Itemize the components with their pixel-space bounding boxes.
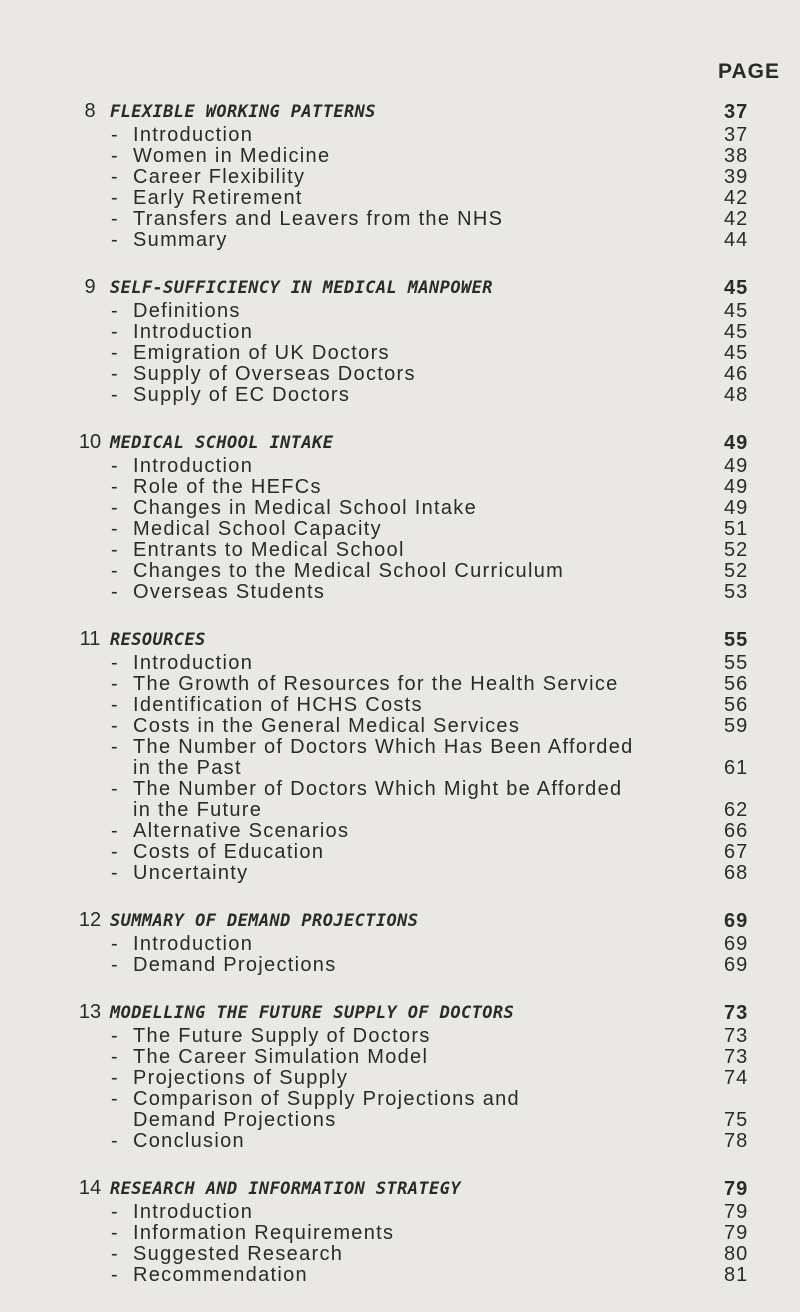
entry-dash: - xyxy=(111,321,119,343)
entry-title: Medical School Capacity xyxy=(133,518,382,540)
entry-dash: - xyxy=(111,581,119,603)
entry-title: Demand Projections xyxy=(133,954,337,976)
entry-title: Supply of EC Doctors xyxy=(133,384,351,406)
entry-title: Information Requirements xyxy=(133,1222,395,1244)
page-column-label: PAGE xyxy=(718,60,780,83)
entry-title: Changes in Medical School Intake xyxy=(133,497,478,519)
entry-page-number: 56 xyxy=(724,694,749,716)
entry-title: Recommendation xyxy=(133,1264,308,1286)
section-title: MODELLING THE FUTURE SUPPLY OF DOCTORS xyxy=(110,1003,515,1023)
section-title: SELF-SUFFICIENCY IN MEDICAL MANPOWER xyxy=(110,278,493,298)
entry-dash: - xyxy=(111,300,119,322)
entry-dash: - xyxy=(111,145,119,167)
entry-text-wrapper xyxy=(111,954,337,977)
entry-title: Overseas Students xyxy=(133,581,326,603)
entry-text-wrapper xyxy=(111,673,619,696)
entry-title-continuation: in the Future xyxy=(133,799,263,821)
toc-entry xyxy=(0,1088,800,1109)
entry-text-wrapper xyxy=(111,581,325,604)
section-page-number: 55 xyxy=(724,629,749,651)
entry-page-number: 62 xyxy=(724,799,749,821)
entry-page-number: 42 xyxy=(724,208,749,230)
toc-entry xyxy=(0,363,800,384)
entry-text-wrapper xyxy=(111,778,622,801)
entry-text-wrapper xyxy=(111,1088,520,1111)
section-number: 8 xyxy=(84,100,96,122)
entry-text-wrapper xyxy=(111,476,322,499)
entry-dash: - xyxy=(111,363,119,385)
toc-entry xyxy=(0,455,800,476)
entry-dash: - xyxy=(111,862,119,884)
entry-title: Early Retirement xyxy=(133,187,303,209)
entry-text-wrapper xyxy=(111,1264,308,1287)
entry-title: Uncertainty xyxy=(133,862,249,884)
entry-text-wrapper xyxy=(111,1201,253,1224)
entry-text-wrapper xyxy=(111,321,253,344)
entry-page-number: 56 xyxy=(724,673,749,695)
entry-dash: - xyxy=(111,208,119,230)
entry-page-number: 49 xyxy=(724,476,749,498)
entry-dash: - xyxy=(111,1067,119,1089)
section-heading xyxy=(0,1178,800,1201)
entry-dash: - xyxy=(111,1243,119,1265)
section-page-number: 69 xyxy=(724,910,749,932)
entry-text-wrapper xyxy=(111,1025,431,1048)
entry-page-number: 45 xyxy=(724,321,749,343)
entry-text-wrapper xyxy=(111,497,477,520)
entry-dash: - xyxy=(111,1130,119,1152)
entry-text-wrapper xyxy=(111,363,416,386)
entry-page-number: 55 xyxy=(724,652,749,674)
entry-text-wrapper xyxy=(111,862,248,885)
entry-text-wrapper xyxy=(111,455,253,478)
section-title: FLEXIBLE WORKING PATTERNS xyxy=(110,102,376,122)
entry-dash: - xyxy=(111,560,119,582)
toc-entry xyxy=(0,715,800,736)
entry-text-wrapper xyxy=(111,187,303,210)
toc-entry xyxy=(0,1243,800,1264)
entry-title: Introduction xyxy=(133,652,254,674)
toc-entry xyxy=(0,1067,800,1088)
toc-section xyxy=(0,277,800,405)
entry-title: Entrants to Medical School xyxy=(133,539,405,561)
entry-page-number: 53 xyxy=(724,581,749,603)
toc-section xyxy=(0,1178,800,1285)
toc-entry xyxy=(0,673,800,694)
entry-page-number: 52 xyxy=(724,539,749,561)
toc-entry-continuation xyxy=(0,757,800,778)
section-number: 12 xyxy=(78,909,102,931)
section-title: RESOURCES xyxy=(110,630,206,650)
entry-page-number: 69 xyxy=(724,933,749,955)
entry-title: Changes to the Medical School Curriculum xyxy=(133,560,565,582)
entry-page-number: 74 xyxy=(724,1067,749,1089)
toc-entry xyxy=(0,1201,800,1222)
entry-page-number: 69 xyxy=(724,954,749,976)
entry-title: Alternative Scenarios xyxy=(133,820,350,842)
entry-dash: - xyxy=(111,841,119,863)
entry-text-wrapper xyxy=(111,124,253,147)
entry-dash: - xyxy=(111,1264,119,1286)
entry-title: The Future Supply of Doctors xyxy=(133,1025,431,1047)
entry-title: Definitions xyxy=(133,300,241,322)
entry-dash: - xyxy=(111,1201,119,1223)
entry-text-wrapper xyxy=(111,715,520,738)
entry-page-number: 45 xyxy=(724,342,749,364)
entry-dash: - xyxy=(111,124,119,146)
entry-page-number: 73 xyxy=(724,1025,749,1047)
entry-text-wrapper xyxy=(111,342,390,365)
entry-title: Identification of HCHS Costs xyxy=(133,694,423,716)
toc-entry xyxy=(0,229,800,250)
section-heading xyxy=(0,101,800,124)
section-page-number: 49 xyxy=(724,432,749,454)
entry-page-number: 75 xyxy=(724,1109,749,1131)
entry-text-wrapper xyxy=(111,539,405,562)
entry-dash: - xyxy=(111,715,119,737)
section-number: 14 xyxy=(78,1177,102,1199)
toc-entry xyxy=(0,124,800,145)
entry-text-wrapper xyxy=(111,736,634,759)
entry-page-number: 78 xyxy=(724,1130,749,1152)
entry-text-wrapper xyxy=(111,1130,245,1153)
entry-title: Suggested Research xyxy=(133,1243,344,1265)
entry-dash: - xyxy=(111,518,119,540)
toc-section xyxy=(0,101,800,250)
entry-page-number: 81 xyxy=(724,1264,749,1286)
entry-title: Introduction xyxy=(133,124,254,146)
section-number: 11 xyxy=(79,628,101,650)
toc-entry xyxy=(0,736,800,757)
toc-entry xyxy=(0,384,800,405)
toc-section xyxy=(0,629,800,883)
entry-dash: - xyxy=(111,166,119,188)
toc-section xyxy=(0,432,800,602)
entry-text-wrapper xyxy=(111,166,305,189)
entry-title: The Career Simulation Model xyxy=(133,1046,429,1068)
entry-dash: - xyxy=(111,1222,119,1244)
entry-page-number: 51 xyxy=(724,518,749,540)
toc-entry xyxy=(0,652,800,673)
entry-title: Conclusion xyxy=(133,1130,245,1152)
toc-section xyxy=(0,910,800,975)
entry-title: The Growth of Resources for the Health Service xyxy=(133,673,619,695)
toc-entry xyxy=(0,1222,800,1243)
toc-entry-continuation xyxy=(0,1109,800,1130)
toc-entry xyxy=(0,694,800,715)
entry-page-number: 79 xyxy=(724,1222,749,1244)
entry-title: The Number of Doctors Which Might be Afforded xyxy=(133,778,623,800)
entry-title: Introduction xyxy=(133,1201,254,1223)
entry-text-wrapper xyxy=(111,1243,343,1266)
entry-title: The Number of Doctors Which Has Been Afforded xyxy=(133,736,634,758)
toc-entry xyxy=(0,497,800,518)
entry-title: Costs of Education xyxy=(133,841,325,863)
entry-dash: - xyxy=(111,384,119,406)
entry-dash: - xyxy=(111,476,119,498)
entry-page-number: 52 xyxy=(724,560,749,582)
entry-text-wrapper xyxy=(111,518,382,541)
section-heading xyxy=(0,1002,800,1025)
toc-section xyxy=(0,1002,800,1151)
entry-dash: - xyxy=(111,673,119,695)
toc-entry xyxy=(0,476,800,497)
entry-page-number: 79 xyxy=(724,1201,749,1223)
section-page-number: 79 xyxy=(724,1178,749,1200)
toc-entry xyxy=(0,1264,800,1285)
entry-text-wrapper xyxy=(111,560,564,583)
entry-dash: - xyxy=(111,954,119,976)
toc-entry xyxy=(0,841,800,862)
section-title: MEDICAL SCHOOL INTAKE xyxy=(110,433,334,453)
entry-title: Emigration of UK Doctors xyxy=(133,342,390,364)
entry-dash: - xyxy=(111,229,119,251)
entry-text-wrapper xyxy=(111,933,253,956)
toc-entry xyxy=(0,1046,800,1067)
section-heading xyxy=(0,432,800,455)
section-number: 13 xyxy=(78,1001,102,1023)
toc-entry xyxy=(0,166,800,187)
entry-page-number: 39 xyxy=(724,166,749,188)
entry-dash: - xyxy=(111,187,119,209)
section-page-number: 37 xyxy=(724,101,749,123)
entry-page-number: 67 xyxy=(724,841,749,863)
entry-dash: - xyxy=(111,455,119,477)
entry-page-number: 73 xyxy=(724,1046,749,1068)
entry-page-number: 59 xyxy=(724,715,749,737)
section-page-number: 73 xyxy=(724,1002,749,1024)
entry-title: Projections of Supply xyxy=(133,1067,349,1089)
entry-text-wrapper xyxy=(111,145,330,168)
toc-entry xyxy=(0,820,800,841)
section-page-number: 45 xyxy=(724,277,749,299)
entry-page-number: 37 xyxy=(724,124,749,146)
toc-entry xyxy=(0,581,800,602)
entry-page-number: 42 xyxy=(724,187,749,209)
entry-title: Summary xyxy=(133,229,228,251)
entry-title-continuation: Demand Projections xyxy=(133,1109,337,1131)
toc-entry xyxy=(0,187,800,208)
entry-title: Comparison of Supply Projections and xyxy=(133,1088,520,1110)
toc-entry xyxy=(0,321,800,342)
entry-dash: - xyxy=(111,736,119,758)
entry-page-number: 49 xyxy=(724,455,749,477)
toc-entry xyxy=(0,1025,800,1046)
section-title: RESEARCH AND INFORMATION STRATEGY xyxy=(110,1179,461,1199)
entry-title: Introduction xyxy=(133,455,254,477)
entry-page-number: 38 xyxy=(724,145,749,167)
toc-entry xyxy=(0,208,800,229)
entry-title: Role of the HEFCs xyxy=(133,476,322,498)
entry-dash: - xyxy=(111,820,119,842)
toc-entry xyxy=(0,862,800,883)
toc-entry xyxy=(0,539,800,560)
toc-entry xyxy=(0,518,800,539)
toc-entry xyxy=(0,954,800,975)
toc-entry-continuation xyxy=(0,799,800,820)
entry-text-wrapper xyxy=(111,1222,394,1245)
entry-title: Introduction xyxy=(133,321,254,343)
section-heading xyxy=(0,910,800,933)
section-number: 10 xyxy=(78,431,102,453)
entry-dash: - xyxy=(111,342,119,364)
section-title: SUMMARY OF DEMAND PROJECTIONS xyxy=(110,911,419,931)
entry-title: Career Flexibility xyxy=(133,166,306,188)
entry-page-number: 48 xyxy=(724,384,749,406)
entry-page-number: 49 xyxy=(724,497,749,519)
toc-entry xyxy=(0,560,800,581)
section-heading xyxy=(0,277,800,300)
entry-text-wrapper xyxy=(111,300,241,323)
entry-title: Women in Medicine xyxy=(133,145,331,167)
entry-dash: - xyxy=(111,933,119,955)
section-heading xyxy=(0,629,800,652)
entry-text-wrapper xyxy=(111,1046,428,1069)
entry-dash: - xyxy=(111,1088,119,1110)
entry-dash: - xyxy=(111,694,119,716)
entry-dash: - xyxy=(111,778,119,800)
table-of-contents xyxy=(0,101,800,1312)
toc-entry xyxy=(0,1130,800,1151)
entry-title: Costs in the General Medical Services xyxy=(133,715,521,737)
entry-page-number: 66 xyxy=(724,820,749,842)
entry-page-number: 68 xyxy=(724,862,749,884)
entry-dash: - xyxy=(111,497,119,519)
entry-text-wrapper xyxy=(111,652,253,675)
entry-dash: - xyxy=(111,652,119,674)
entry-text-wrapper xyxy=(111,1067,348,1090)
entry-text-wrapper xyxy=(111,694,423,717)
entry-text-wrapper xyxy=(111,384,350,407)
entry-text-wrapper xyxy=(111,208,503,231)
toc-entry xyxy=(0,933,800,954)
toc-entry xyxy=(0,300,800,321)
entry-dash: - xyxy=(111,1025,119,1047)
entry-page-number: 61 xyxy=(724,757,749,779)
entry-page-number: 80 xyxy=(724,1243,749,1265)
entry-page-number: 46 xyxy=(724,363,749,385)
entry-page-number: 45 xyxy=(724,300,749,322)
entry-text-wrapper xyxy=(111,841,324,864)
entry-title: Introduction xyxy=(133,933,254,955)
entry-title-continuation: in the Past xyxy=(133,757,242,779)
entry-text-wrapper xyxy=(111,820,349,843)
entry-title: Supply of Overseas Doctors xyxy=(133,363,416,385)
toc-entry xyxy=(0,342,800,363)
entry-text-wrapper xyxy=(111,229,228,252)
section-number: 9 xyxy=(84,276,96,298)
entry-dash: - xyxy=(111,1046,119,1068)
entry-dash: - xyxy=(111,539,119,561)
entry-title: Transfers and Leavers from the NHS xyxy=(133,208,504,230)
toc-entry xyxy=(0,145,800,166)
toc-entry xyxy=(0,778,800,799)
entry-page-number: 44 xyxy=(724,229,749,251)
